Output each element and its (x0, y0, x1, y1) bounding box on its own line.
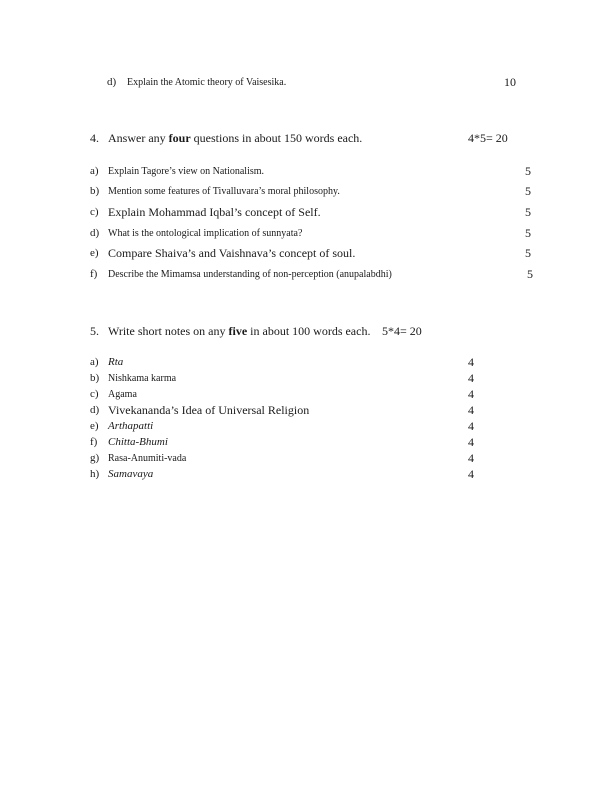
item-text: Agama (108, 389, 137, 400)
item-text: Rasa-Anumiti-vada (108, 453, 187, 464)
item-marks: 4 (468, 403, 474, 417)
question-marks: 5*4= 20 (382, 324, 422, 338)
item-label: h) (90, 468, 100, 480)
item-text: Explain Mohammad Iqbal’s concept of Self. (108, 205, 321, 219)
item-marks: 4 (468, 355, 474, 369)
question-marks: 4*5= 20 (468, 131, 508, 145)
item-marks: 4 (468, 371, 474, 385)
question-number: 4. (90, 131, 99, 145)
item-text: Nishkama karma (108, 373, 177, 384)
item-label: d) (90, 227, 100, 239)
item-text: Vivekananda’s Idea of Universal Religion (108, 403, 310, 417)
item-label: a) (90, 165, 99, 177)
item-marks: 4 (468, 467, 474, 481)
question-text: Answer any four questions in about 150 words each. (108, 131, 363, 145)
item-text: Mention some features of Tivalluvara’s moral philosophy. (108, 186, 340, 197)
item-label: e) (90, 420, 99, 432)
item-label: f) (90, 268, 98, 280)
item-marks: 4 (468, 419, 474, 433)
item-marks: 5 (525, 205, 531, 219)
item-marks: 4 (468, 435, 474, 449)
question-number: 5. (90, 324, 99, 338)
item-text: Samavaya (108, 468, 154, 480)
item-label: a) (90, 356, 99, 368)
item-text: Chitta-Bhumi (108, 436, 168, 448)
item-text: Arthapatti (108, 420, 154, 432)
item-marks: 4 (468, 451, 474, 465)
item-text: Explain Tagore’s view on Nationalism. (108, 166, 265, 177)
item-marks: 5 (525, 184, 531, 198)
item-text: Explain the Atomic theory of Vaisesika. (127, 77, 287, 88)
item-text: Rta (108, 356, 124, 368)
item-label: c) (90, 388, 99, 400)
item-text: Compare Shaiva’s and Vaishnava’s concept of soul. (108, 246, 356, 260)
item-label: e) (90, 247, 99, 259)
item-label: g) (90, 452, 100, 464)
item-marks: 5 (525, 246, 531, 260)
question-text: Write short notes on any five in about 100 words each. (108, 324, 371, 338)
item-text: Describe the Mimamsa understanding of non-perception (anupalabdhi) (108, 269, 392, 280)
item-label: b) (90, 372, 100, 384)
item-label: b) (90, 185, 100, 197)
item-label: d) (90, 404, 100, 416)
item-text: What is the ontological implication of sunnyata? (108, 228, 303, 239)
item-label: d) (107, 76, 117, 88)
item-marks: 5 (525, 226, 531, 240)
item-marks: 5 (527, 267, 533, 281)
item-marks: 5 (525, 164, 531, 178)
item-marks: 10 (504, 75, 516, 89)
item-label: c) (90, 206, 99, 218)
item-marks: 4 (468, 387, 474, 401)
item-label: f) (90, 436, 98, 448)
